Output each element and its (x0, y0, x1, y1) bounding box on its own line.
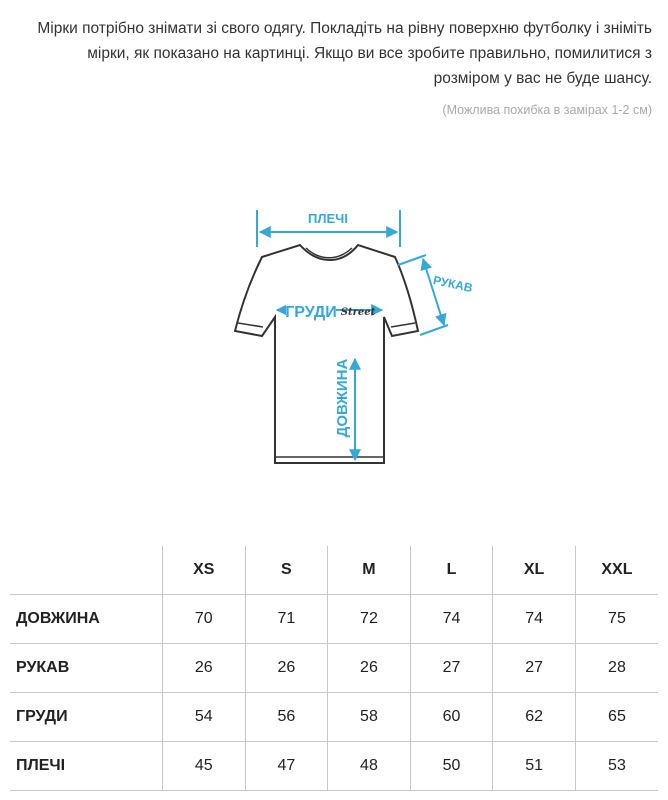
table-cell: 70 (163, 595, 246, 644)
table-cell: 26 (245, 644, 328, 693)
table-row-sleeve (10, 644, 658, 693)
table-cell: 58 (328, 693, 411, 742)
table-cell: 71 (245, 595, 328, 644)
table-cell: 53 (575, 742, 658, 791)
tshirt-measurement-diagram (0, 195, 668, 495)
size-header-l: L (410, 546, 493, 595)
row-label: ГРУДИ (10, 693, 163, 742)
table-cell: 48 (328, 742, 411, 791)
brand-logo: Street (340, 307, 376, 318)
size-chart-table (10, 546, 658, 791)
tshirt-outline (235, 245, 418, 463)
table-cell: 56 (245, 693, 328, 742)
table-cell: 75 (575, 595, 658, 644)
size-header-xxl: XXL (575, 546, 658, 595)
sleeve-label: РУКАВ (431, 273, 474, 296)
row-label: ДОВЖИНА (10, 595, 163, 644)
table-cell: 27 (493, 644, 576, 693)
table-cell: 74 (410, 595, 493, 644)
table-cell: 54 (163, 693, 246, 742)
table-cell: 27 (410, 644, 493, 693)
table-cell: 47 (245, 742, 328, 791)
size-header-m: M (328, 546, 411, 595)
table-cell: 50 (410, 742, 493, 791)
table-cell: 60 (410, 693, 493, 742)
chest-label: ГРУДИ (285, 304, 337, 321)
instructions-text: Мірки потрібно знімати зі свого одягу. Покладіть на рівну поверхню футболку і зніміть мірки, як показано на картинці. Якщо ви все зробите правильно, помилитися з розміром у вас не буде шансу. (37, 20, 652, 87)
size-header-s: S (245, 546, 328, 595)
table-cell: 26 (163, 644, 246, 693)
table-cell: 51 (493, 742, 576, 791)
table-cell: 74 (493, 595, 576, 644)
table-cell: 65 (575, 693, 658, 742)
measurement-error-note: (Можлива похибка в замірах 1-2 см) (442, 103, 652, 117)
size-header-row (10, 546, 658, 595)
table-row-chest (10, 693, 658, 742)
table-cell: 45 (163, 742, 246, 791)
row-label: ПЛЕЧІ (10, 742, 163, 791)
shoulders-label: ПЛЕЧІ (308, 211, 348, 226)
table-cell: 26 (328, 644, 411, 693)
size-header-xl: XL (493, 546, 576, 595)
table-cell: 62 (493, 693, 576, 742)
table-row-length (10, 595, 658, 644)
table-row-shoulders (10, 742, 658, 791)
header-empty-cell (10, 546, 163, 595)
size-header-xs: XS (163, 546, 246, 595)
sleeve-arrow (423, 259, 444, 325)
table-cell: 72 (328, 595, 411, 644)
row-label: РУКАВ (10, 644, 163, 693)
table-cell: 28 (575, 644, 658, 693)
length-label: ДОВЖИНА (334, 358, 351, 438)
